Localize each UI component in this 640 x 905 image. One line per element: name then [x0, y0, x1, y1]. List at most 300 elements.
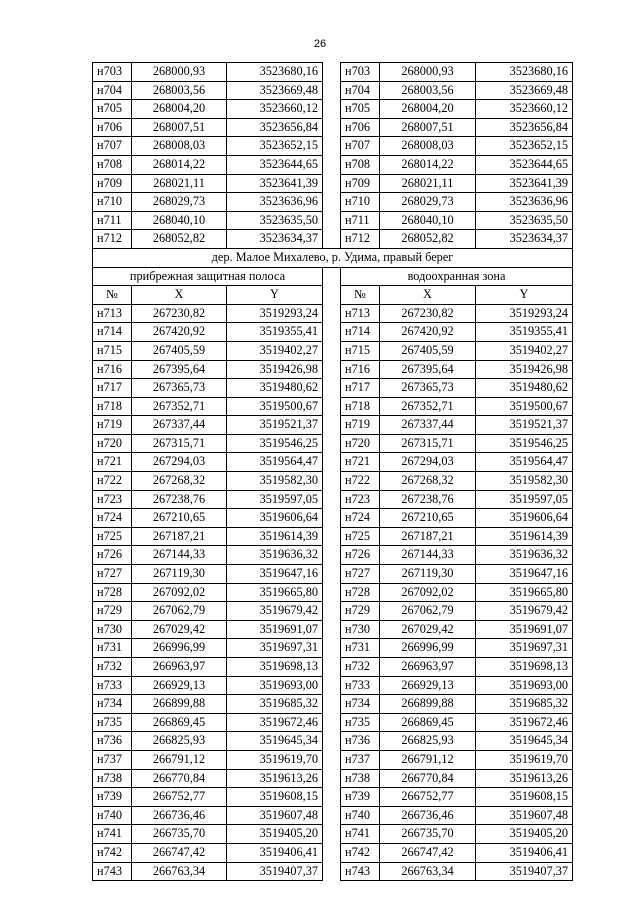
right-point-cell: н742 [341, 843, 380, 862]
left-point-cell: н716 [93, 360, 132, 379]
left-point-cell: н738 [93, 769, 132, 788]
left-y-cell: 3523641,39 [227, 174, 323, 193]
column-gap [323, 546, 341, 565]
right-y-cell: 3519607,48 [476, 806, 573, 825]
left-point-cell: н712 [93, 230, 132, 249]
left-point-cell: н719 [93, 416, 132, 435]
right-point-cell: н739 [341, 788, 380, 807]
left-point-cell: н721 [93, 453, 132, 472]
left-x-cell: 268007,51 [132, 118, 227, 137]
left-x-cell: 267405,59 [132, 341, 227, 360]
right-x-cell: 267119,30 [380, 565, 476, 584]
right-x-cell: 267268,32 [380, 472, 476, 491]
right-y-cell: 3519613,26 [476, 769, 573, 788]
right-point-cell: н728 [341, 583, 380, 602]
left-y-cell: 3519607,48 [227, 806, 323, 825]
column-gap [323, 639, 341, 658]
right-point-cell: н734 [341, 695, 380, 714]
left-y-cell: 3519546,25 [227, 434, 323, 453]
left-point-cell: н706 [93, 118, 132, 137]
left-x-cell: 267420,92 [132, 323, 227, 342]
left-point-cell: н736 [93, 732, 132, 751]
left-y-cell: 3519619,70 [227, 750, 323, 769]
left-y-cell: 3519691,07 [227, 620, 323, 639]
left-point-cell: н732 [93, 658, 132, 677]
left-point-cell: н720 [93, 434, 132, 453]
left-y-cell: 3519672,46 [227, 713, 323, 732]
column-gap [323, 230, 341, 249]
right-x-cell: 268021,11 [380, 174, 476, 193]
right-x-cell: 268007,51 [380, 118, 476, 137]
right-y-cell: 3519679,42 [476, 602, 573, 621]
column-gap [323, 843, 341, 862]
right-point-cell: н741 [341, 825, 380, 844]
left-x-cell: 266747,42 [132, 843, 227, 862]
left-point-cell: н729 [93, 602, 132, 621]
right-y-cell: 3519606,64 [476, 509, 573, 528]
left-y-cell: 3519645,34 [227, 732, 323, 751]
column-gap [323, 825, 341, 844]
left-y-cell: 3519355,41 [227, 323, 323, 342]
right-y-cell: 3519614,39 [476, 527, 573, 546]
table-row [93, 658, 573, 677]
left-x-cell: 267119,30 [132, 565, 227, 584]
section-title-row [93, 248, 573, 267]
right-y-cell: 3519546,25 [476, 434, 573, 453]
left-y-cell: 3519697,31 [227, 639, 323, 658]
table-row [93, 769, 573, 788]
column-header-y: Y [476, 286, 573, 305]
table-row [93, 472, 573, 491]
left-point-cell: н727 [93, 565, 132, 584]
right-x-cell: 266735,70 [380, 825, 476, 844]
coordinates-table [92, 62, 573, 881]
left-y-cell: 3519406,41 [227, 843, 323, 862]
right-x-cell: 267420,92 [380, 323, 476, 342]
left-point-cell: н713 [93, 304, 132, 323]
right-y-cell: 3519355,41 [476, 323, 573, 342]
left-point-cell: н741 [93, 825, 132, 844]
left-x-cell: 266735,70 [132, 825, 227, 844]
right-y-cell: 3519407,37 [476, 862, 573, 881]
column-gap [323, 397, 341, 416]
right-point-cell: н703 [341, 63, 380, 82]
right-point-cell: н706 [341, 118, 380, 137]
right-x-cell: 268014,22 [380, 155, 476, 174]
right-x-cell: 267395,64 [380, 360, 476, 379]
right-y-cell: 3519672,46 [476, 713, 573, 732]
right-point-cell: н713 [341, 304, 380, 323]
column-gap [323, 732, 341, 751]
table-row [93, 416, 573, 435]
table-row [93, 155, 573, 174]
table-row [93, 583, 573, 602]
column-gap [323, 490, 341, 509]
left-y-cell: 3523634,37 [227, 230, 323, 249]
left-x-cell: 268014,22 [132, 155, 227, 174]
table-row [93, 713, 573, 732]
right-y-cell: 3523635,50 [476, 211, 573, 230]
right-point-cell: н723 [341, 490, 380, 509]
right-x-cell: 266747,42 [380, 843, 476, 862]
column-gap [323, 267, 341, 286]
left-x-cell: 267268,32 [132, 472, 227, 491]
left-x-cell: 266752,77 [132, 788, 227, 807]
right-point-cell: н705 [341, 100, 380, 119]
right-x-cell: 266763,34 [380, 862, 476, 881]
left-y-cell: 3523669,48 [227, 81, 323, 100]
column-gap [323, 713, 341, 732]
left-y-cell: 3523680,16 [227, 63, 323, 82]
right-y-cell: 3519645,34 [476, 732, 573, 751]
column-gap [323, 565, 341, 584]
right-x-cell: 267230,82 [380, 304, 476, 323]
left-x-cell: 267395,64 [132, 360, 227, 379]
right-y-cell: 3519619,70 [476, 750, 573, 769]
left-y-cell: 3519665,80 [227, 583, 323, 602]
right-x-cell: 268029,73 [380, 193, 476, 212]
right-point-cell: н733 [341, 676, 380, 695]
table-row [93, 676, 573, 695]
table-row [93, 639, 573, 658]
table-row [93, 360, 573, 379]
right-point-cell: н704 [341, 81, 380, 100]
column-gap [323, 81, 341, 100]
table-row [93, 323, 573, 342]
right-point-cell: н708 [341, 155, 380, 174]
block1-body [93, 63, 573, 249]
table-row [93, 788, 573, 807]
table-row [93, 211, 573, 230]
table-row [93, 81, 573, 100]
table-row [93, 434, 573, 453]
right-x-cell: 266929,13 [380, 676, 476, 695]
right-point-cell: н737 [341, 750, 380, 769]
right-x-cell: 267092,02 [380, 583, 476, 602]
right-x-cell: 267144,33 [380, 546, 476, 565]
left-y-cell: 3519500,67 [227, 397, 323, 416]
left-x-cell: 267352,71 [132, 397, 227, 416]
right-point-cell: н735 [341, 713, 380, 732]
right-y-cell: 3519636,32 [476, 546, 573, 565]
section-title: дер. Малое Михалево, р. Удима, правый берег [93, 248, 573, 267]
left-x-cell: 266825,93 [132, 732, 227, 751]
column-header-x: X [380, 286, 476, 305]
right-point-cell: н716 [341, 360, 380, 379]
left-point-cell: н733 [93, 676, 132, 695]
table-row [93, 825, 573, 844]
left-point-cell: н743 [93, 862, 132, 881]
right-y-cell: 3523641,39 [476, 174, 573, 193]
left-x-cell: 266899,88 [132, 695, 227, 714]
right-point-cell: н711 [341, 211, 380, 230]
left-y-cell: 3523635,50 [227, 211, 323, 230]
left-y-cell: 3523656,84 [227, 118, 323, 137]
right-y-cell: 3523636,96 [476, 193, 573, 212]
right-point-cell: н726 [341, 546, 380, 565]
right-point-cell: н727 [341, 565, 380, 584]
table-row [93, 806, 573, 825]
right-y-cell: 3519480,62 [476, 379, 573, 398]
right-point-cell: н721 [341, 453, 380, 472]
column-gap [323, 788, 341, 807]
right-y-cell: 3523656,84 [476, 118, 573, 137]
right-point-cell: н730 [341, 620, 380, 639]
right-x-cell: 266869,45 [380, 713, 476, 732]
right-point-cell: н738 [341, 769, 380, 788]
right-point-cell: н722 [341, 472, 380, 491]
right-point-cell: н718 [341, 397, 380, 416]
left-x-cell: 267092,02 [132, 583, 227, 602]
left-x-cell: 267337,44 [132, 416, 227, 435]
left-y-cell: 3519693,00 [227, 676, 323, 695]
column-gap [323, 379, 341, 398]
column-gap [323, 193, 341, 212]
column-gap [323, 304, 341, 323]
left-x-cell: 267365,73 [132, 379, 227, 398]
column-gap [323, 769, 341, 788]
right-y-cell: 3523652,15 [476, 137, 573, 156]
left-y-cell: 3519293,24 [227, 304, 323, 323]
left-point-cell: н737 [93, 750, 132, 769]
table-row [93, 509, 573, 528]
column-header-x: X [132, 286, 227, 305]
right-point-cell: н714 [341, 323, 380, 342]
table-row [93, 527, 573, 546]
left-y-cell: 3519407,37 [227, 862, 323, 881]
right-y-cell: 3519293,24 [476, 304, 573, 323]
right-x-cell: 268000,93 [380, 63, 476, 82]
left-point-cell: н739 [93, 788, 132, 807]
column-gap [323, 527, 341, 546]
left-x-cell: 266791,12 [132, 750, 227, 769]
left-x-cell: 268040,10 [132, 211, 227, 230]
left-x-cell: 267144,33 [132, 546, 227, 565]
table-row [93, 453, 573, 472]
block2-header [93, 248, 573, 304]
column-gap [323, 750, 341, 769]
left-y-cell: 3519698,13 [227, 658, 323, 677]
right-point-cell: н715 [341, 341, 380, 360]
left-point-cell: н730 [93, 620, 132, 639]
right-y-cell: 3519406,41 [476, 843, 573, 862]
left-x-cell: 268000,93 [132, 63, 227, 82]
right-point-cell: н709 [341, 174, 380, 193]
right-x-cell: 268052,82 [380, 230, 476, 249]
left-point-cell: н714 [93, 323, 132, 342]
right-x-cell: 267315,71 [380, 434, 476, 453]
right-y-cell: 3519597,05 [476, 490, 573, 509]
table-row [93, 862, 573, 881]
right-x-cell: 267405,59 [380, 341, 476, 360]
left-x-cell: 266736,46 [132, 806, 227, 825]
table-row [93, 174, 573, 193]
right-x-cell: 267352,71 [380, 397, 476, 416]
column-gap [323, 434, 341, 453]
right-y-cell: 3523660,12 [476, 100, 573, 119]
right-y-cell: 3519647,16 [476, 565, 573, 584]
left-y-cell: 3519564,47 [227, 453, 323, 472]
left-x-cell: 267210,65 [132, 509, 227, 528]
column-gap [323, 118, 341, 137]
right-y-cell: 3523644,65 [476, 155, 573, 174]
left-y-cell: 3519426,98 [227, 360, 323, 379]
table-row [93, 750, 573, 769]
column-gap [323, 155, 341, 174]
table-row [93, 602, 573, 621]
table-row [93, 546, 573, 565]
right-y-cell: 3523634,37 [476, 230, 573, 249]
column-gap [323, 602, 341, 621]
right-y-cell: 3523669,48 [476, 81, 573, 100]
right-x-cell: 267365,73 [380, 379, 476, 398]
right-x-cell: 267294,03 [380, 453, 476, 472]
right-x-cell: 266791,12 [380, 750, 476, 769]
left-y-cell: 3519480,62 [227, 379, 323, 398]
column-gap [323, 137, 341, 156]
left-y-cell: 3519597,05 [227, 490, 323, 509]
table-row [93, 100, 573, 119]
table-row [93, 63, 573, 82]
right-x-cell: 267210,65 [380, 509, 476, 528]
table-row [93, 193, 573, 212]
left-x-cell: 267294,03 [132, 453, 227, 472]
left-point-cell: н723 [93, 490, 132, 509]
left-point-cell: н704 [93, 81, 132, 100]
right-y-cell: 3519582,30 [476, 472, 573, 491]
left-x-cell: 267187,21 [132, 527, 227, 546]
right-x-cell: 266736,46 [380, 806, 476, 825]
column-header-row [93, 286, 573, 305]
table-row [93, 137, 573, 156]
left-x-cell: 266869,45 [132, 713, 227, 732]
left-point-cell: н728 [93, 583, 132, 602]
table-row [93, 695, 573, 714]
table-row [93, 843, 573, 862]
left-point-cell: н722 [93, 472, 132, 491]
left-point-cell: н735 [93, 713, 132, 732]
column-gap [323, 323, 341, 342]
table-row [93, 118, 573, 137]
right-y-cell: 3519693,00 [476, 676, 573, 695]
right-point-cell: н712 [341, 230, 380, 249]
column-gap [323, 286, 341, 305]
right-point-cell: н731 [341, 639, 380, 658]
column-header-number: № [341, 286, 380, 305]
block2-body [93, 304, 573, 880]
column-gap [323, 63, 341, 82]
left-x-cell: 267315,71 [132, 434, 227, 453]
left-y-cell: 3519647,16 [227, 565, 323, 584]
left-y-cell: 3519521,37 [227, 416, 323, 435]
left-x-cell: 268052,82 [132, 230, 227, 249]
right-x-cell: 268003,56 [380, 81, 476, 100]
right-point-cell: н710 [341, 193, 380, 212]
left-point-cell: н705 [93, 100, 132, 119]
right-point-cell: н729 [341, 602, 380, 621]
right-x-cell: 267187,21 [380, 527, 476, 546]
right-point-cell: н725 [341, 527, 380, 546]
column-gap [323, 341, 341, 360]
right-point-cell: н736 [341, 732, 380, 751]
right-point-cell: н743 [341, 862, 380, 881]
left-point-cell: н742 [93, 843, 132, 862]
right-x-cell: 268040,10 [380, 211, 476, 230]
left-x-cell: 268029,73 [132, 193, 227, 212]
zone-heading-row [93, 267, 573, 286]
left-y-cell: 3519613,26 [227, 769, 323, 788]
left-point-cell: н715 [93, 341, 132, 360]
right-x-cell: 266996,99 [380, 639, 476, 658]
coordinates-tables [92, 62, 572, 881]
left-x-cell: 266770,84 [132, 769, 227, 788]
table-row [93, 230, 573, 249]
right-x-cell: 266770,84 [380, 769, 476, 788]
column-gap [323, 509, 341, 528]
right-y-cell: 3523680,16 [476, 63, 573, 82]
right-x-cell: 268004,20 [380, 100, 476, 119]
left-y-cell: 3519685,32 [227, 695, 323, 714]
left-y-cell: 3519636,32 [227, 546, 323, 565]
left-x-cell: 267230,82 [132, 304, 227, 323]
column-header-number: № [93, 286, 132, 305]
left-point-cell: н726 [93, 546, 132, 565]
left-point-cell: н740 [93, 806, 132, 825]
table-row [93, 732, 573, 751]
left-y-cell: 3523636,96 [227, 193, 323, 212]
right-x-cell: 267337,44 [380, 416, 476, 435]
left-x-cell: 267238,76 [132, 490, 227, 509]
left-x-cell: 266996,99 [132, 639, 227, 658]
right-y-cell: 3519564,47 [476, 453, 573, 472]
left-point-cell: н731 [93, 639, 132, 658]
water-protection-zone-heading: водоохранная зона [341, 267, 573, 286]
left-y-cell: 3519614,39 [227, 527, 323, 546]
left-point-cell: н708 [93, 155, 132, 174]
left-x-cell: 266963,97 [132, 658, 227, 677]
left-y-cell: 3519606,64 [227, 509, 323, 528]
left-point-cell: н734 [93, 695, 132, 714]
right-x-cell: 266963,97 [380, 658, 476, 677]
left-point-cell: н703 [93, 63, 132, 82]
left-point-cell: н707 [93, 137, 132, 156]
left-point-cell: н718 [93, 397, 132, 416]
left-y-cell: 3519679,42 [227, 602, 323, 621]
right-y-cell: 3519402,27 [476, 341, 573, 360]
left-x-cell: 266929,13 [132, 676, 227, 695]
right-point-cell: н720 [341, 434, 380, 453]
table-row [93, 490, 573, 509]
left-x-cell: 267062,79 [132, 602, 227, 621]
left-point-cell: н717 [93, 379, 132, 398]
coastal-strip-heading: прибрежная защитная полоса [93, 267, 323, 286]
left-point-cell: н709 [93, 174, 132, 193]
column-gap [323, 676, 341, 695]
right-y-cell: 3519500,67 [476, 397, 573, 416]
column-gap [323, 174, 341, 193]
left-y-cell: 3523660,12 [227, 100, 323, 119]
left-y-cell: 3523652,15 [227, 137, 323, 156]
left-point-cell: н711 [93, 211, 132, 230]
left-y-cell: 3519405,20 [227, 825, 323, 844]
column-gap [323, 211, 341, 230]
table-row [93, 397, 573, 416]
right-point-cell: н740 [341, 806, 380, 825]
column-gap [323, 416, 341, 435]
left-y-cell: 3519608,15 [227, 788, 323, 807]
right-x-cell: 268008,03 [380, 137, 476, 156]
right-point-cell: н732 [341, 658, 380, 677]
